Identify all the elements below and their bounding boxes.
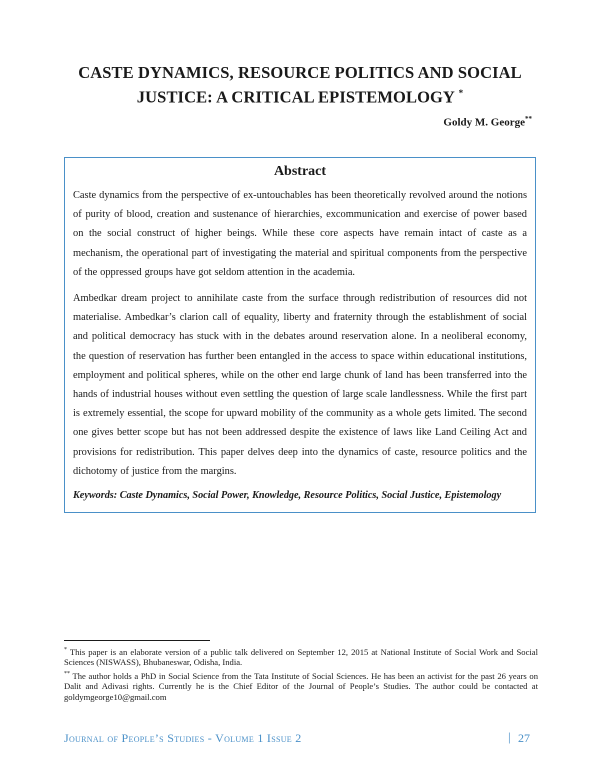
- footnote-1-mark: *: [64, 647, 67, 653]
- abstract-heading: Abstract: [273, 164, 327, 179]
- footnote-divider: [64, 640, 210, 641]
- abstract-box: [64, 157, 536, 513]
- footnote-1: [64, 645, 538, 668]
- title-footnote-mark: *: [458, 88, 464, 98]
- abstract-paragraph-2: Ambedkar dream project to annihilate caste from the surface through redistribution of resources did not materialise. Ambedkar’s clarion call of equality, liberty and fraternity through the establishment of social and political democracy has stuck with in the debates around reservation alone. In a neoliberal economy, the question of reservation has further been entangled in the access to space within educational institutions, employment and political spheres, while on the other end large chunk of land has been transferred into the hands of industrial houses without even settling the question of large scale landlessness. While the first part is extremely essential, the scope for upward mobility of the community as a whole gets limited. The second one gives better scope but has not been addressed despite the existence of laws like Land Ceiling Act and provisions for redistribution. This paper delves deep into the dynamics of caste, resource politics and the dichotomy of justice from the margins.: [73, 293, 527, 477]
- footer-journal-name: Journal of People’s Studies - Volume 1 Issue 2: [64, 731, 302, 745]
- paper-title-text: CASTE DYNAMICS, RESOURCE POLITICS AND SOCIAL JUSTICE: A CRITICAL EPISTEMOLOGY: [78, 63, 522, 107]
- keywords: Keywords: Caste Dynamics, Social Power, Knowledge, Resource Politics, Social Justice, Epistemology: [73, 490, 502, 502]
- author-footnote-mark: **: [525, 115, 532, 123]
- author-name: Goldy M. George: [443, 116, 525, 129]
- author-line: [443, 115, 532, 129]
- footnote-2: [64, 669, 538, 703]
- footnote-2-mark: **: [64, 671, 70, 677]
- footer-page-number: 27: [518, 731, 530, 745]
- footnote-1-text: This paper is an elaborate version of a public talk delivered on September 12, 2015 at National Institute of Social Work and Social Sciences (NISWASS), Bhubaneswar, Odisha, India.: [64, 646, 538, 668]
- abstract-paragraph-1: Caste dynamics from the perspective of ex-untouchables has been theoretically revolved around the notions of purity of blood, creation and sustenance of hierarchies, excommunication and exercise of power based on the social construct of higher beings. While these core aspects have remain intact of caste as a mechanism, the operational part of investigating the material and spiritual components from the perspective of the oppressed groups have got seldom attention in the academia.: [73, 190, 527, 278]
- paper-title: [60, 62, 540, 108]
- footer-separator: |: [508, 729, 511, 744]
- footnote-2-text: The author holds a PhD in Social Science from the Tata Institute of Social Sciences. He has been an activist for the past 26 years on Dalit and Adivasi rights. Currently he is the Chief Editor of the Journal of People’s Studies. The author could be contacted at goldymgeorge10@gmail.com: [64, 670, 538, 703]
